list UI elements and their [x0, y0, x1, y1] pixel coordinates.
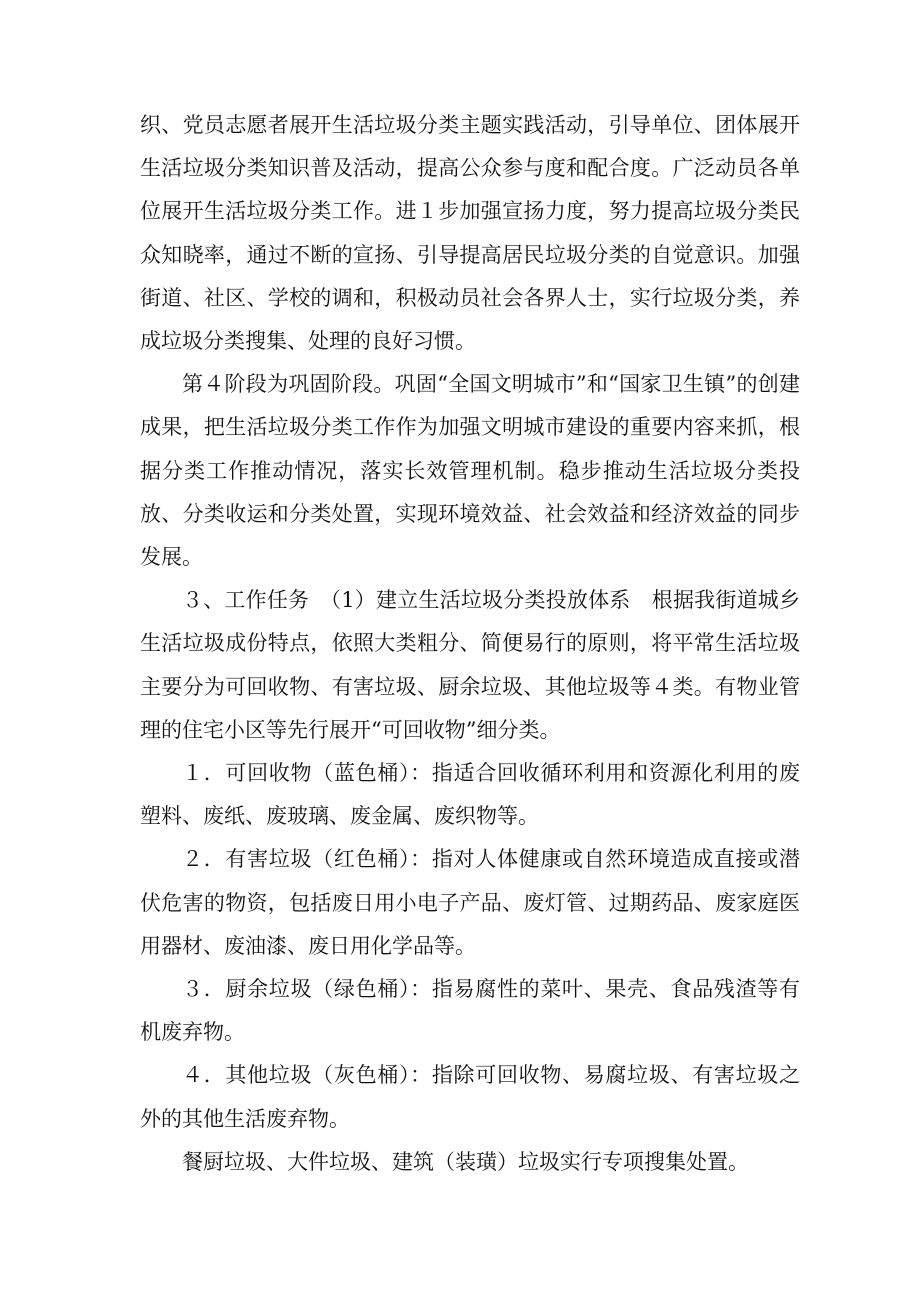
- paragraph-hazardous-waste: ２．有害垃圾（红色桶）：指对人体健康或自然环境造成直接或潜伏危害的物资，包括废日用小电子产品、废灯管、过期药品、废家庭医用器材、废油漆、废日用化学品等。: [140, 847, 800, 958]
- paragraph-special-collection: 餐厨垃圾、大件垃圾、建筑（装璜）垃圾实行专项搜集处置。: [182, 1149, 749, 1174]
- document-body: [140, 104, 800, 1184]
- paragraph-recyclables: １．可回收物（蓝色桶）：指适合回收循环利用和资源化利用的废塑料、废纸、废玻璃、废金属、废织物等。: [140, 761, 800, 829]
- paragraph-work-tasks: ３、工作任务 （1）建立生活垃圾分类投放体系 根据我街道城乡生活垃圾成份特点，依照大类粗分、简便易行的原则，将平常生活垃圾主要分为可回收物、有害垃圾、厨余垃圾、其他垃圾等４类。有物业管理的住宅小区等先行展开“可回收物”细分类。: [140, 588, 800, 742]
- paragraph-stage-4: 第４阶段为巩固阶段。巩固“全国文明城市”和“国家卫生镇”的创建成果，把生活垃圾分类工作作为加强文明城市建设的重要内容来抓，根据分类工作推动情况，落实长效管理机制。稳步推动生活垃圾分类投放、分类收运和分类处置，实现环境效益、社会效益和经济效益的同步发展。: [140, 372, 800, 570]
- paragraph-kitchen-waste: ３．厨余垃圾（绿色桶）：指易腐性的菜叶、果壳、食品残渣等有机废弃物。: [140, 977, 800, 1045]
- paragraph-continued: 织、党员志愿者展开生活垃圾分类主题实践活动，引导单位、团体展开生活垃圾分类知识普及活动，提高公众参与度和配合度。广泛动员各单位展开生活垃圾分类工作。进１步加强宣扬力度，努力提高垃圾分类民众知晓率，通过不断的宣扬、引导提高居民垃圾分类的自觉意识。加强街道、社区、学校的调和，积极动员社会各界人士，实行垃圾分类，养成垃圾分类搜集、处理的良好习惯。: [140, 113, 800, 354]
- paragraph-other-waste: ４．其他垃圾（灰色桶）：指除可回收物、易腐垃圾、有害垃圾之外的其他生活废弃物。: [140, 1063, 800, 1131]
